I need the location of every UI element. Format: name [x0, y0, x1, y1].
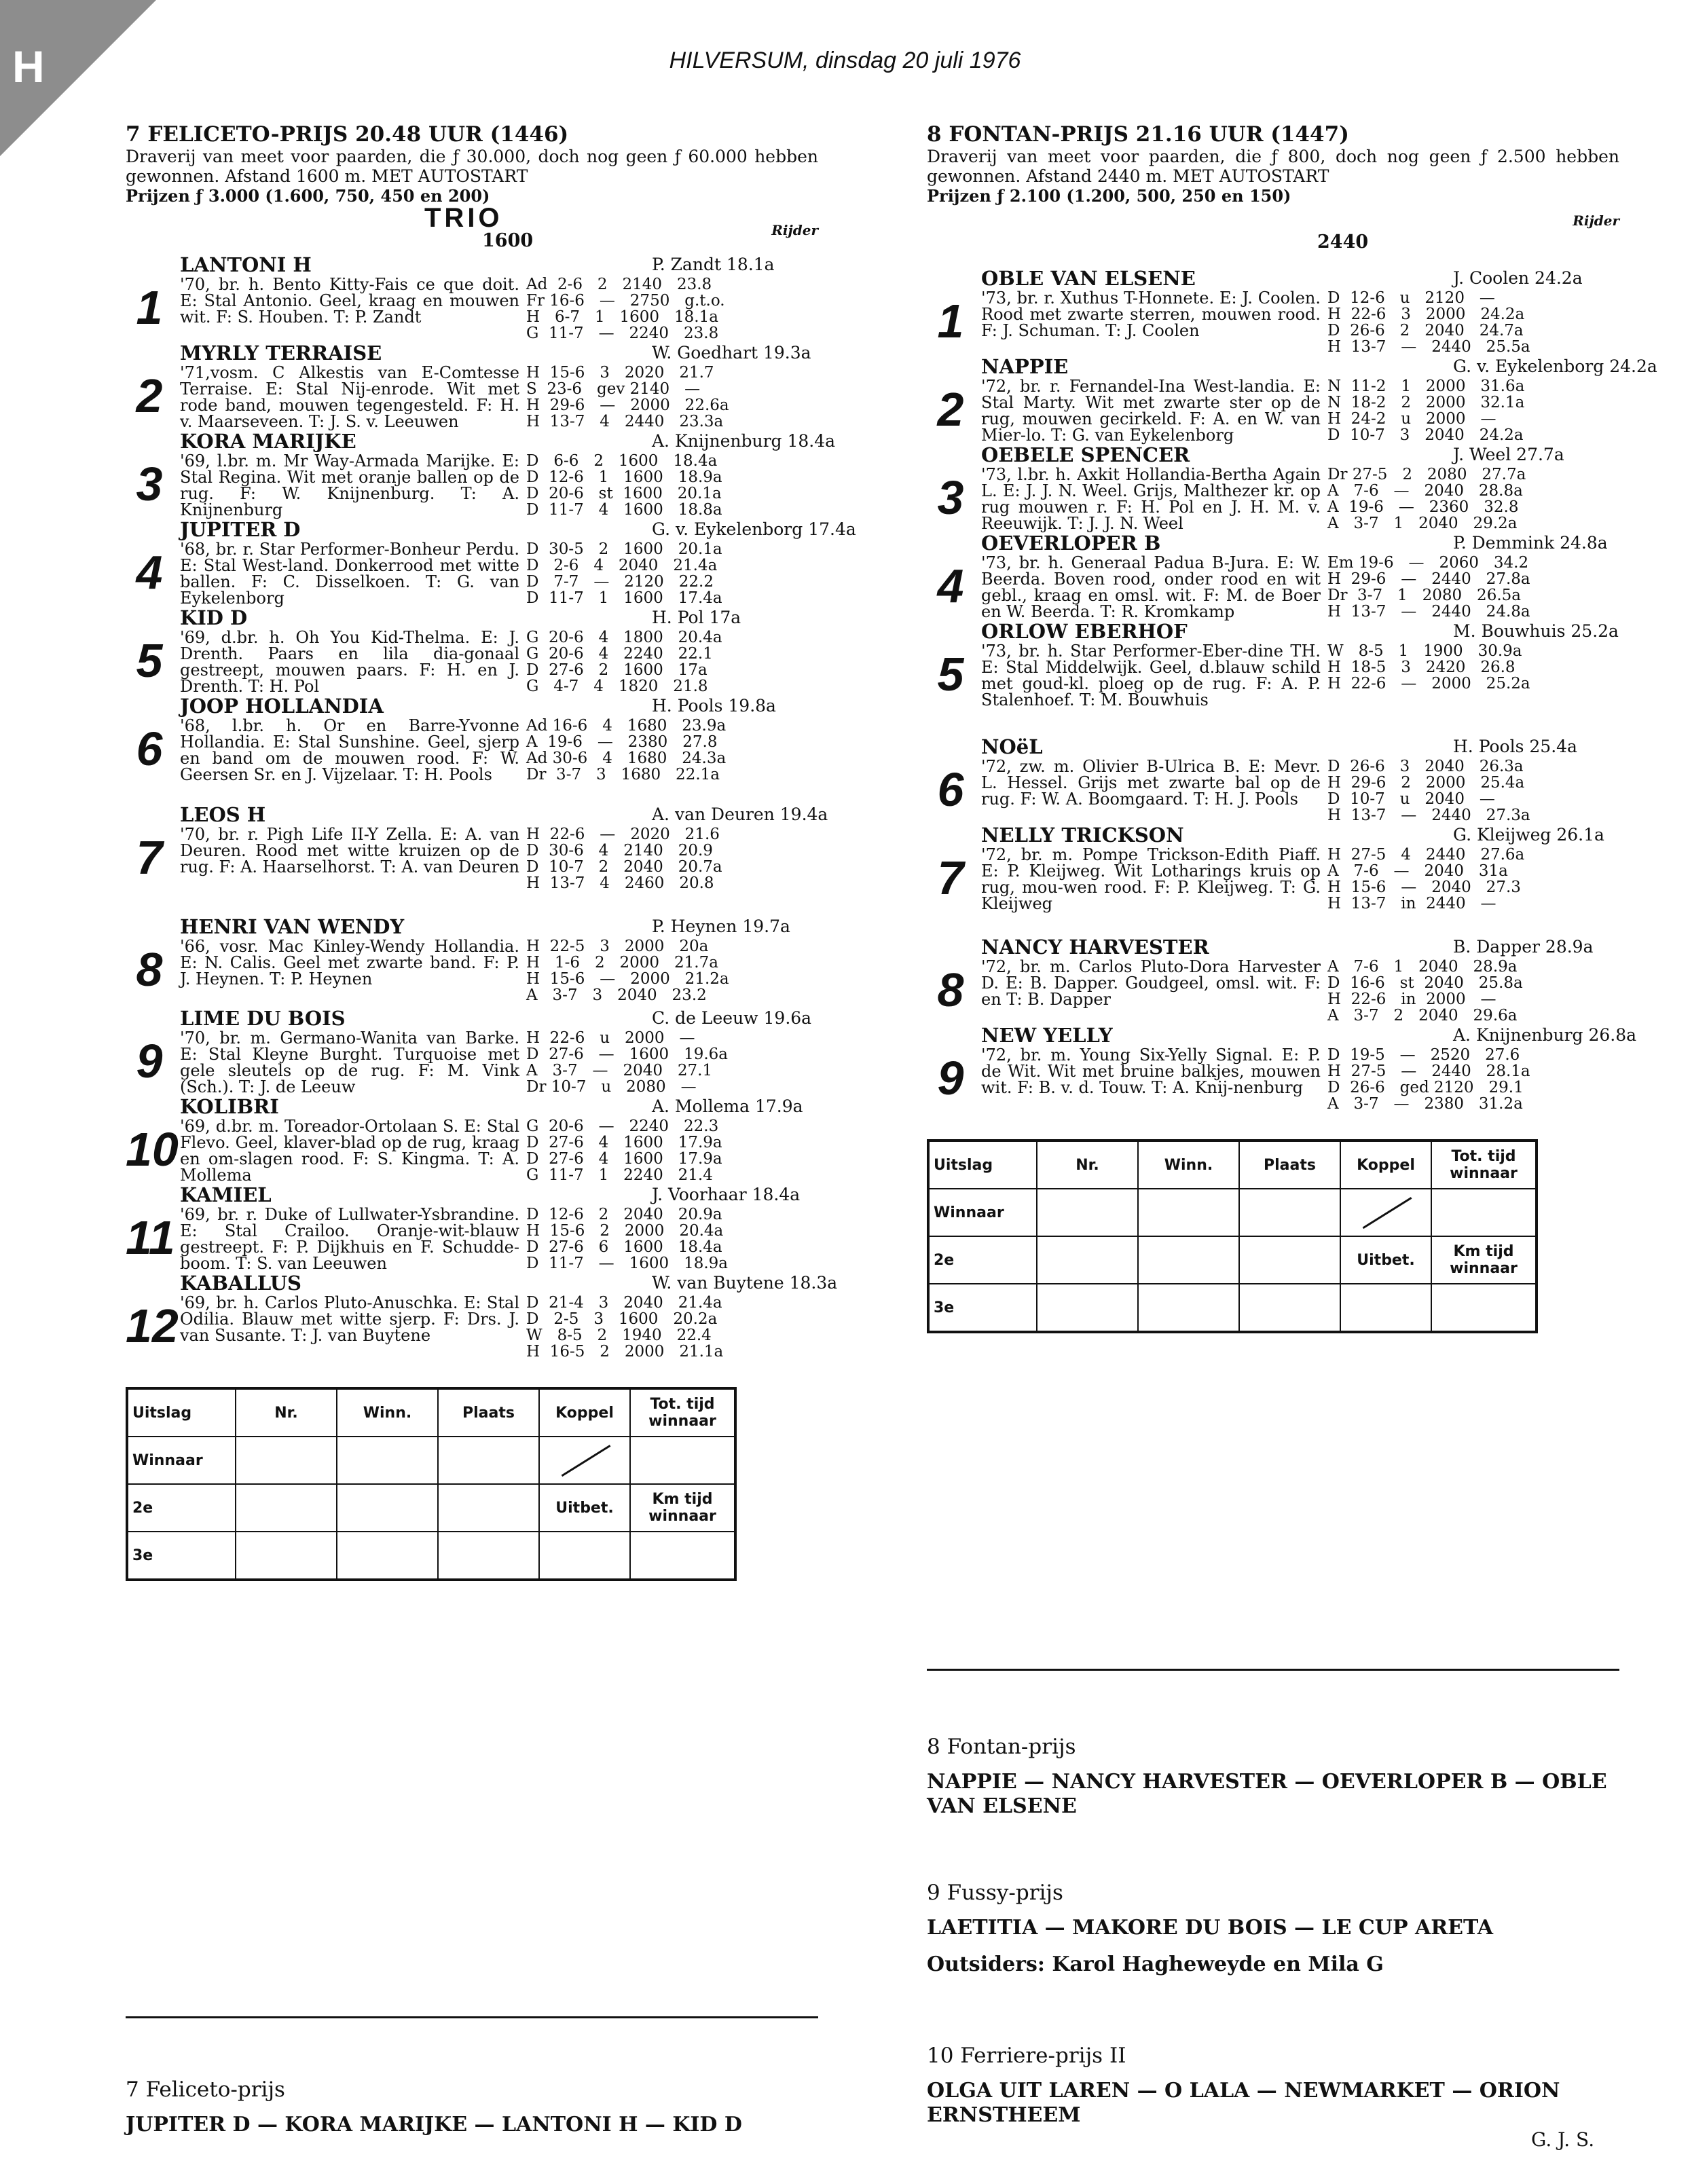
jockey: J. Voorhaar 18.4a: [652, 1185, 801, 1204]
jockey: A. Knijnenburg 26.8a: [1453, 1025, 1637, 1045]
signature: G. J. S.: [1531, 2128, 1595, 2151]
recent-runs: W 8-5 1 1900 30.9a H 18-5 3 2420 26.8 H 22-6 — 2000 25.2a: [1327, 642, 1530, 692]
entry-number: 7: [937, 851, 964, 904]
race-8-title: 8 FONTAN-PRIJS 21.16 UUR (1447): [927, 122, 1349, 147]
result-table-header: Koppel: [1340, 1141, 1431, 1189]
horse-entry: [126, 341, 818, 430]
recent-runs: Ad 16-6 4 1680 23.9a A 19-6 — 2380 27.8 Ad 30-6 4 1680 24.3a Dr 3-7 3 1680 22.1a: [526, 717, 727, 783]
horse-name-text: OEVERLOPER B: [981, 532, 1161, 555]
horse-name-text: LANTONI H: [180, 253, 312, 276]
uitbet-label: Uitbet.: [539, 1484, 630, 1532]
result-table-header: Uitslag: [928, 1141, 1037, 1189]
horse-entry: [126, 915, 818, 1003]
entry-number: 11: [126, 1211, 175, 1264]
result-table-header: Winn.: [337, 1388, 438, 1437]
horse-name-text: KAMIEL: [180, 1183, 272, 1206]
horse-info: '72, br. m. Young Six-Yelly Signal. E: P. de Wit. Wit met bruine balkjes, mouwen wit. F: B. v. d. Touw. T: A. Knij-nenburg: [981, 1045, 1321, 1097]
cell[interactable]: [337, 1484, 438, 1532]
horse-name-text: KORA MARIJKE: [180, 430, 356, 453]
horse-name-text: NEW YELLY: [981, 1024, 1113, 1047]
prediction-7: [126, 2077, 818, 2137]
result-table: [126, 1387, 737, 1581]
horse-entry: [927, 620, 1619, 708]
horse-name-text: MYRLY TERRAISE: [180, 341, 382, 365]
horse-entry: [126, 1007, 818, 1095]
cell[interactable]: [236, 1437, 337, 1484]
horse-name: [180, 1183, 818, 1206]
entry-number: 3: [937, 471, 964, 524]
cell[interactable]: [337, 1437, 438, 1484]
horse-name-text: LIME DU BOIS: [180, 1007, 346, 1030]
result-table-header: Plaats: [1239, 1141, 1340, 1189]
entry-number: 9: [937, 1052, 964, 1105]
entry-number: 3: [136, 458, 163, 511]
jockey: H. Pools 19.8a: [652, 696, 776, 716]
horse-info: '68, br. r. Star Performer-Bonheur Perdu. E: Stal West-land. Donkerrood met witte ballen. F: C. Disselkoen. T: G. van Eykelenborg: [180, 540, 519, 608]
cell[interactable]: [438, 1532, 539, 1580]
row-3e: 3e: [127, 1532, 236, 1580]
horse-info: '68, l.br. h. Or en Barre-Yvonne Hollandia. E: Stal Sunshine. Geel, sjerp en band om de mouwen rood. F: W. Geersen Sr. en J. Vijzelaar. T: H. Pools: [180, 716, 519, 784]
koppel-slash-cell: [539, 1437, 630, 1484]
recent-runs: N 11-2 1 2000 31.6a N 18-2 2 2000 32.1a H 24-2 u 2000 — D 10-7 3 2040 24.2a: [1327, 377, 1525, 444]
result-table-header: Nr.: [236, 1388, 337, 1437]
jockey: G. Kleijweg 26.1a: [1453, 825, 1604, 845]
horse-name-text: KABALLUS: [180, 1272, 301, 1295]
jockey: W. Goedhart 19.3a: [652, 343, 811, 363]
result-table-header: Winn.: [1138, 1141, 1239, 1189]
recent-runs: Em 19-6 — 2060 34.2 H 29-6 — 2440 27.8a Dr 3-7 1 2080 26.5a H 13-7 — 2440 24.8a: [1327, 554, 1530, 621]
jockey: A. Knijnenburg 18.4a: [652, 431, 836, 451]
race-8-result-table: [927, 1139, 1619, 1333]
prediction-9-title: 9 Fussy-prijs: [927, 1881, 1063, 1905]
horse-info: '73, l.br. h. Axkit Hollandia-Bertha Again L. E: J. J. N. Weel. Grijs, Malthezer kr. op rug mouwen r. F: H. Pol en J. H. M. v. Reeuwijk. T: J. J. N. Weel: [981, 465, 1321, 533]
race-7-result-table: [126, 1387, 818, 1581]
horse-name: [981, 735, 1619, 758]
horse-info: '73, br. h. Generaal Padua B-Jura. E: W. Beerda. Boven rood, onder rood en wit gebl., kraag en omsl. wit. F: M. de Boer en W. Beerda. T: R. Kromkamp: [981, 553, 1321, 621]
cell[interactable]: [438, 1437, 539, 1484]
recent-runs: H 15-6 3 2020 21.7 S 23-6 gev 2140 — H 29-6 — 2000 22.6a H 13-7 4 2440 23.3a: [526, 364, 729, 430]
result-table-header: Tot. tijd winnaar: [630, 1388, 735, 1437]
horse-info: '69, d.br. m. Toreador-Ortolaan S. E: Stal Flevo. Geel, klaver-blad op de rug, kraag en om-slagen rood. F: S. Kingma. T: A. Mollema: [180, 1117, 519, 1185]
recent-runs: Dr 27-5 2 2080 27.7a A 7-6 — 2040 28.8a A 19-6 — 2360 32.8 A 3-7 1 2040 29.2a: [1327, 466, 1526, 532]
entry-number: 6: [937, 763, 964, 816]
prediction-9-outsiders: Outsiders: Karol Hagheweyde en Mila G: [927, 1952, 1384, 1976]
horse-entry: [126, 253, 818, 341]
horse-name-text: HENRI VAN WENDY: [180, 915, 405, 938]
prediction-10-title: 10 Ferriere-prijs II: [927, 2043, 1126, 2068]
row-2e: 2e: [928, 1236, 1037, 1284]
jockey: C. de Leeuw 19.6a: [652, 1008, 812, 1028]
jockey: P. Zandt 18.1a: [652, 255, 775, 274]
recent-runs: H 22-6 u 2000 — D 27-6 — 1600 19.6a A 3-7 — 2040 27.1 Dr 10-7 u 2080 —: [526, 1029, 728, 1096]
entry-number: 8: [136, 943, 163, 996]
horse-info: '69, br. r. Duke of Lullwater-Ysbrandine. E: Stal Crailoo. Oranje-wit-blauw gestreept. F: P. Dijkhuis en F. Schudde-boom. T: S. van Leeuwen: [180, 1205, 519, 1273]
row-winnaar: Winnaar: [127, 1437, 236, 1484]
horse-name-text: OBLE VAN ELSENE: [981, 267, 1196, 290]
horse-entry: [126, 695, 818, 783]
horse-name-text: NAPPIE: [981, 355, 1069, 378]
cell[interactable]: [1138, 1236, 1239, 1284]
horse-entry: [126, 1095, 818, 1183]
cell[interactable]: [236, 1532, 337, 1580]
result-table-header: Tot. tijd winnaar: [1431, 1141, 1537, 1189]
race-7-column: [126, 122, 856, 1581]
row-3e: 3e: [928, 1284, 1037, 1332]
prediction-7-title: 7 Feliceto-prijs: [126, 2077, 285, 2102]
cell[interactable]: [1037, 1284, 1138, 1332]
row-2e: 2e: [127, 1484, 236, 1532]
horse-info: '72, zw. m. Olivier B-Ulrica B. E: Mevr. L. Hessel. Grijs met zwarte bal op de rug. F: W. A. Boomgaard. T: H. J. Pools: [981, 757, 1321, 809]
race-7-title: 7 FELICETO-PRIJS 20.48 UUR (1446): [126, 122, 569, 147]
prediction-8: [927, 1735, 1619, 1819]
horse-name: [180, 1095, 818, 1118]
jockey: P. Heynen 19.7a: [652, 917, 790, 936]
row-winnaar: Winnaar: [928, 1189, 1037, 1236]
prediction-9-horses: LAETITIA — MAKORE DU BOIS — LE CUP ARETA: [927, 1916, 1493, 1940]
horse-name: [180, 915, 818, 938]
jockey: W. van Buytene 18.3a: [652, 1273, 838, 1293]
horse-info: '70, br. m. Germano-Wanita van Barke. E: Stal Kleyne Burght. Turquoise met gele sleutels op de rug. F: M. Vink (Sch.). T: J. de Leeuw: [180, 1029, 519, 1096]
recent-runs: D 19-5 — 2520 27.6 H 27-5 — 2440 28.1a D 26-6 ged 2120 29.1 A 3-7 — 2380 31.2a: [1327, 1046, 1530, 1113]
cell[interactable]: [236, 1484, 337, 1532]
cell[interactable]: [337, 1532, 438, 1580]
prediction-9: [927, 1881, 1619, 1977]
result-table-header: Koppel: [539, 1388, 630, 1437]
prediction-7-horses: JUPITER D — KORA MARIJKE — LANTONI H — KID D: [126, 2113, 742, 2136]
recent-runs: D 30-5 2 1600 20.1a D 2-6 4 2040 21.4a D 7-7 — 2120 22.2 D 11-7 1 1600 17.4a: [526, 540, 722, 607]
horse-name: [981, 823, 1619, 847]
recent-runs: H 22-5 3 2000 20a H 1-6 2 2000 21.7a H 15-6 — 2000 21.2a A 3-7 3 2040 23.2: [526, 938, 729, 1004]
jockey: G. v. Eykelenborg 24.2a: [1453, 356, 1657, 376]
horse-entry: [927, 355, 1657, 445]
entry-number: 8: [937, 963, 964, 1016]
cell[interactable]: [438, 1484, 539, 1532]
horse-info: '73, br. r. Xuthus T-Honnete. E: J. Coolen. Rood met zwarte sterren, mouwen rood. F: J. Schuman. T: J. Coolen: [981, 289, 1321, 340]
entry-number: 1: [937, 295, 964, 348]
recent-runs: H 22-6 — 2020 21.6 D 30-6 4 2140 20.9 D 10-7 2 2040 20.7a H 13-7 4 2460 20.8: [526, 826, 722, 892]
cell[interactable]: [1138, 1189, 1239, 1236]
entry-number: 4: [937, 559, 964, 612]
divider: [927, 1669, 1619, 1671]
jockey: A. van Deuren 19.4a: [652, 804, 828, 824]
cell[interactable]: [1138, 1284, 1239, 1332]
horse-info: '66, vosr. Mac Kinley-Wendy Hollandia. E: N. Calis. Geel met zwarte band. F: P. J. Heynen. T: P. Heynen: [180, 937, 519, 988]
divider: [126, 2016, 818, 2018]
page-header: HILVERSUM, dinsdag 20 juli 1976: [669, 48, 1021, 73]
horse-name: [981, 936, 1619, 959]
horse-name-text: ORLOW EBERHOF: [981, 620, 1188, 643]
jockey: G. v. Eykelenborg 17.4a: [652, 519, 856, 539]
cell[interactable]: [1340, 1284, 1431, 1332]
horse-name-text: NELLY TRICKSON: [981, 823, 1184, 847]
horse-info: '71,vosm. C Alkestis van E-Comtesse Terraise. E: Stal Nij-enrode. Wit met rode band, mouwen tegengesteld. F: H. v. Maarseveen. T: J. S. v. Leeuwen: [180, 363, 519, 431]
race-7-prizes: Prijzen ƒ 3.000 (1.600, 750, 450 en 200): [126, 186, 490, 206]
cell[interactable]: [1431, 1189, 1537, 1236]
horse-name: [981, 267, 1619, 290]
recent-runs: D 26-6 3 2040 26.3a H 29-6 2 2000 25.4a D 10-7 u 2040 — H 13-7 — 2440 27.3a: [1327, 758, 1530, 824]
jockey: B. Dapper 28.9a: [1453, 937, 1594, 957]
race-8-entries: [927, 267, 1657, 1113]
horse-name: [180, 430, 836, 453]
horse-name: [180, 606, 818, 629]
horse-entry: [126, 1183, 818, 1272]
rijder-label: Rijder: [1573, 212, 1619, 229]
horse-entry: [927, 823, 1619, 912]
horse-info: '72, br. r. Fernandel-Ina West-landia. E: Stal Marty. Wit met zwarte ster op de rug, mouwen gecirkeld. F: A. en W. van Mier-lo. T: G. van Eykelenborg: [981, 377, 1321, 445]
horse-info: '69, br. h. Carlos Pluto-Anuschka. E: Stal Odilia. Blauw met witte sjerp. F: Drs. J. van Susante. T: J. van Buytene: [180, 1293, 519, 1345]
jockey: J. Coolen 24.2a: [1453, 268, 1583, 288]
entry-number: 1: [136, 281, 163, 334]
horse-info: '72, br. m. Carlos Pluto-Dora Harvester D. E: B. Dapper. Goudgeel, omsl. wit. F: en T: B. Dapper: [981, 957, 1321, 1009]
horse-info: '73, br. h. Star Performer-Eber-dine TH. E: Stal Middelwijk. Geel, d.blauw schild met goud-kl. ploeg op de rug. F: A. P. Stalenhoef. T: M. Bouwhuis: [981, 642, 1321, 709]
recent-runs: A 7-6 1 2040 28.9a D 16-6 st 2040 25.8a H 22-6 in 2000 — A 3-7 2 2040 29.6a: [1327, 958, 1523, 1024]
horse-name: [180, 518, 856, 541]
horse-entry: [126, 430, 836, 519]
recent-runs: G 20-6 — 2240 22.3 D 27-6 4 1600 17.9a D 27-6 4 1600 17.9a G 11-7 1 2240 21.4: [526, 1117, 722, 1184]
prediction-10-horses: OLGA UIT LAREN — O LALA — NEWMARKET — ORION ERNSTHEEM: [927, 2079, 1560, 2127]
prediction-8-horses: NAPPIE — NANCY HARVESTER — OEVERLOPER B — OBLE VAN ELSENE: [927, 1770, 1607, 1818]
entry-number: 5: [937, 648, 964, 701]
cell[interactable]: [1431, 1284, 1537, 1332]
rijder-label: Rijder: [771, 222, 818, 238]
horse-entry: [927, 532, 1619, 620]
entry-number: 2: [937, 383, 964, 436]
cell[interactable]: [630, 1437, 735, 1484]
horse-entry: [126, 518, 856, 608]
horse-name-text: LEOS H: [180, 803, 266, 826]
horse-name: [180, 1272, 838, 1295]
horse-entry: [927, 936, 1619, 1024]
horse-info: '69, d.br. h. Oh You Kid-Thelma. E: J. Drenth. Paars en lila dia-gonaal gestreept, mouwen paars. F: H. en J. Drenth. T: H. Pol: [180, 628, 519, 696]
corner-letter: H: [12, 41, 45, 92]
cell[interactable]: [1239, 1236, 1340, 1284]
horse-name-text: OEBELE SPENCER: [981, 443, 1190, 466]
jockey: H. Pools 25.4a: [1453, 737, 1577, 756]
recent-runs: Ad 2-6 2 2140 23.8 Fr 16-6 — 2750 g.t.o. H 6-7 1 1600 18.1a G 11-7 — 2240 23.8: [526, 276, 725, 342]
entry-number: 2: [136, 369, 163, 422]
horse-name-text: NANCY HARVESTER: [981, 936, 1209, 959]
cell[interactable]: [539, 1532, 630, 1580]
race-8-prizes: Prijzen ƒ 2.100 (1.200, 500, 250 en 150): [927, 186, 1291, 206]
horse-name-text: KOLIBRI: [180, 1095, 279, 1118]
horse-entry: [927, 735, 1619, 823]
jockey: A. Mollema 17.9a: [652, 1096, 803, 1116]
horse-entry: [927, 443, 1619, 532]
horse-entry: [927, 267, 1619, 355]
cell[interactable]: [630, 1532, 735, 1580]
result-table-header: Uitslag: [127, 1388, 236, 1437]
recent-runs: H 27-5 4 2440 27.6a A 7-6 — 2040 31a H 15-6 — 2040 27.3 H 13-7 in 2440 —: [1327, 846, 1525, 912]
horse-name-text: KID D: [180, 606, 248, 629]
horse-entry: [126, 803, 828, 892]
horse-name: [180, 1007, 818, 1030]
horse-name: [180, 253, 818, 276]
horse-name: [981, 355, 1657, 378]
entry-number: 6: [136, 722, 163, 775]
horse-info: '72, br. m. Pompe Trickson-Edith Piaff. E: P. Kleijweg. Wit Lotharings kruis op rug, mou-wen rood. F: P. Kleijweg. T: G. Kleijweg: [981, 845, 1321, 913]
km-tijd-label: Km tijd winnaar: [1431, 1236, 1537, 1284]
horse-name: [981, 620, 1619, 643]
recent-runs: G 20-6 4 1800 20.4a G 20-6 4 2240 22.1 D 27-6 2 1600 17a G 4-7 4 1820 21.8: [526, 629, 722, 695]
prediction-10: [927, 2043, 1619, 2128]
jockey: M. Bouwhuis 25.2a: [1453, 621, 1619, 641]
horse-name: [981, 443, 1619, 466]
recent-runs: D 6-6 2 1600 18.4a D 12-6 1 1600 18.9a D 20-6 st 1600 20.1a D 11-7 4 1600 18.8a: [526, 452, 722, 519]
trio-label: TRIO: [424, 203, 503, 233]
entry-number: 5: [136, 634, 163, 687]
horse-info: '69, l.br. m. Mr Way-Armada Marijke. E: Stal Regina. Wit met oranje ballen op de rug. F: W. Knijnenburg. T: A. Knijnenburg: [180, 451, 519, 519]
entry-number: 7: [136, 831, 163, 884]
horse-name: [180, 341, 818, 365]
entry-number: 4: [136, 546, 163, 599]
horse-name: [981, 532, 1619, 555]
cell[interactable]: [1239, 1189, 1340, 1236]
recent-runs: D 12-6 2 2040 20.9a H 15-6 2 2000 20.4a D 27-6 6 1600 18.4a D 11-7 — 1600 18.9a: [526, 1206, 728, 1272]
horse-info: '70, br. h. Bento Kitty-Fais ce que doit. E: Stal Antonio. Geel, kraag en mouwen wit. F: S. Houben. T: P. Zandt: [180, 275, 519, 327]
race-7-entries: [126, 253, 856, 1361]
jockey: P. Demmink 24.8a: [1453, 533, 1608, 553]
race-8-column: [927, 122, 1657, 1333]
horse-entry: [126, 606, 818, 695]
prediction-8-title: 8 Fontan-prijs: [927, 1735, 1076, 1759]
entry-number: 12: [126, 1299, 179, 1352]
result-table: [927, 1139, 1538, 1333]
recent-runs: D 12-6 u 2120 — H 22-6 3 2000 24.2a D 26-6 2 2040 24.7a H 13-7 — 2440 25.5a: [1327, 289, 1530, 356]
koppel-slash-cell: [1340, 1189, 1431, 1236]
entry-number: 10: [126, 1123, 179, 1176]
horse-name: [180, 803, 828, 826]
horse-info: '70, br. r. Pigh Life II-Y Zella. E: A. van Deuren. Rood met witte kruizen op de rug. F: A. Haarselhorst. T: A. van Deuren: [180, 825, 519, 876]
cell[interactable]: [1037, 1189, 1138, 1236]
result-table-header: Nr.: [1037, 1141, 1138, 1189]
cell[interactable]: [1037, 1236, 1138, 1284]
recent-runs: D 21-4 3 2040 21.4a D 2-5 3 1600 20.2a W 8-5 2 1940 22.4 H 16-5 2 2000 21.1a: [526, 1294, 724, 1361]
entry-number: 9: [136, 1035, 163, 1088]
horse-name-text: JUPITER D: [180, 518, 301, 541]
horse-name-text: JOOP HOLLANDIA: [180, 695, 384, 718]
race-7-description: Draverij van meet voor paarden, die ƒ 30.000, doch nog geen ƒ 60.000 hebben gewonnen. Afstand 1600 m. MET AUTOSTART: [126, 147, 818, 186]
horse-entry: [126, 1272, 838, 1361]
jockey: H. Pol 17a: [652, 608, 741, 627]
km-tijd-label: Km tijd winnaar: [630, 1484, 735, 1532]
cell[interactable]: [1239, 1284, 1340, 1332]
race-7-distance: 1600: [482, 230, 534, 251]
horse-name: [981, 1024, 1637, 1047]
result-table-header: Plaats: [438, 1388, 539, 1437]
race-8-distance: 2440: [1317, 232, 1369, 253]
horse-name-text: NOëL: [981, 735, 1043, 758]
uitbet-label: Uitbet.: [1340, 1236, 1431, 1284]
horse-name: [180, 695, 818, 718]
race-8-description: Draverij van meet voor paarden, die ƒ 800, doch nog geen ƒ 2.500 hebben gewonnen. Afstand 2440 m. MET AUTOSTART: [927, 147, 1619, 186]
jockey: J. Weel 27.7a: [1453, 445, 1564, 464]
horse-entry: [927, 1024, 1637, 1113]
